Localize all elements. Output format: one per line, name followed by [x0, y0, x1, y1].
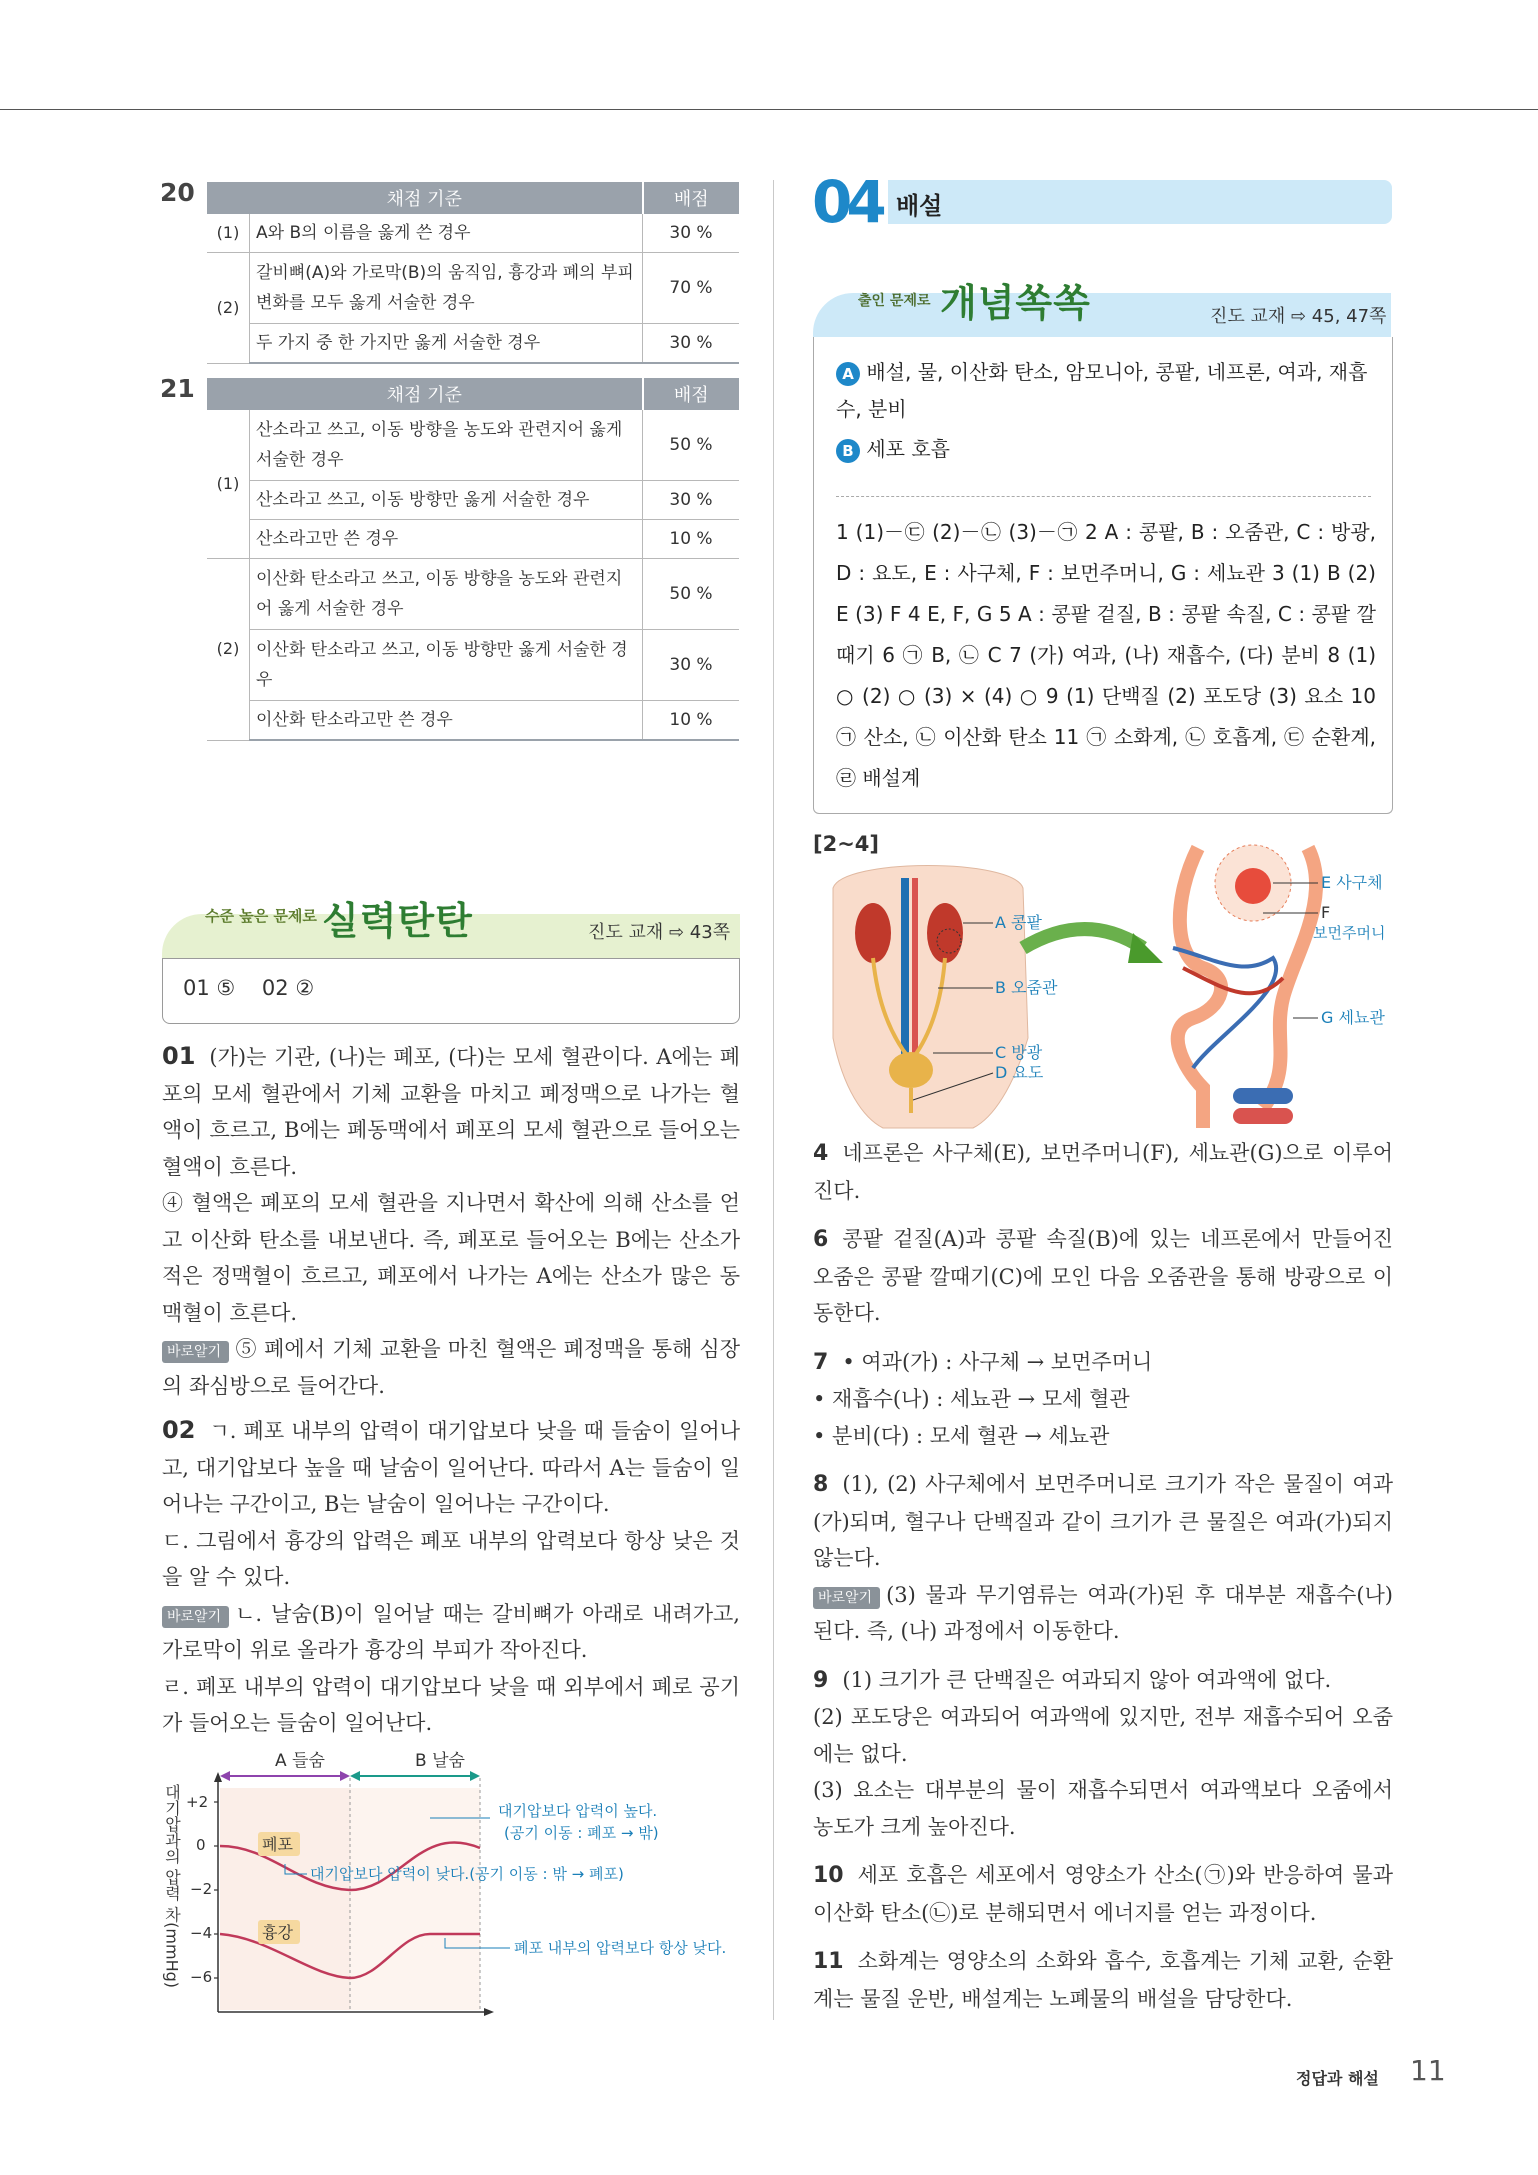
explanation-text: • 재흡수(나) : 세뇨관 → 모세 혈관	[813, 1387, 1130, 1411]
kidney-left	[855, 903, 891, 963]
explanation-text: ④ 혈액은 폐포의 모세 혈관을 지나면서 확산에 의해 산소를 얻고 이산화 탄소를 내보낸다. 즉, 폐포로 들어오는 B에는 산소가 적은 정맥혈이 흐르고, 폐포에서 나가는 A에는 산소가 많은 동맥혈이 흐른다.	[162, 1191, 740, 1325]
row-criteria: 이산화 탄소라고 쓰고, 이동 방향만 옳게 서술한 경우	[250, 630, 643, 701]
explanation-number: 4	[813, 1141, 829, 1166]
explanation-6	[813, 1221, 1393, 1332]
annotation-high-2: (공기 이동 : 폐포 → 밖)	[504, 1824, 659, 1842]
explanation-text: (3) 물과 무기염류는 여과(가)된 후 대부분 재흡수(나)된다. 즉, (나) 과정에서 이동한다.	[813, 1582, 1393, 1643]
explanation-number: 10	[813, 1863, 844, 1888]
explanation-02	[162, 1412, 740, 1742]
page-number: 11	[1410, 2054, 1446, 2087]
question-number-21: 21	[160, 374, 195, 403]
row-criteria: 산소라고 쓰고, 이동 방향만 옳게 서술한 경우	[250, 481, 643, 520]
bladder	[889, 1052, 933, 1088]
row-number: (2)	[207, 253, 250, 364]
label-G: G 세뇨관	[1321, 1008, 1385, 1027]
graph-ylabel: 대기압과의 압력 차(mmHg)	[162, 1784, 182, 1989]
row-points: 50 %	[643, 559, 740, 630]
question-number-20: 20	[160, 178, 195, 207]
explanation-text: 소화계는 영양소의 소화와 흡수, 호흡계는 기체 교환, 순환계는 물질 운반, 배설계는 노폐물의 배설을 담당한다.	[813, 1949, 1393, 2011]
table-row	[207, 324, 739, 364]
practice-answers: 01 ⑤ 02 ②	[183, 976, 315, 1000]
lung-label: 폐포	[262, 1835, 293, 1854]
row-criteria: 산소라고만 쓴 경우	[250, 520, 643, 559]
explanation-text: (1), (2) 사구체에서 보먼주머니로 크기가 작은 물질이 여과(가)되며, 혈구나 단백질과 같이 크기가 큰 물질은 여과(가)되지 않는다.	[813, 1472, 1393, 1570]
explanations-right	[813, 1135, 1393, 2017]
table-header-points: 배점	[643, 182, 740, 214]
renal-tubule	[1178, 848, 1221, 1128]
footer-label: 정답과 해설	[1296, 2069, 1379, 2088]
table-row	[207, 253, 739, 324]
label-F: F	[1321, 903, 1331, 922]
correction-tag: 바로알기	[813, 1587, 880, 1609]
chest-label: 흉강	[262, 1923, 293, 1942]
explanation-text: 네프론은 사구체(E), 보먼주머니(F), 세뇨관(G)으로 이루어진다.	[813, 1141, 1393, 1203]
concept-b-text: 세포 호흡	[866, 437, 950, 461]
ytick: −4	[190, 1924, 213, 1942]
table-row	[207, 701, 739, 741]
y-axis-arrow	[214, 1772, 222, 1782]
row-criteria: 이산화 탄소라고 쓰고, 이동 방향을 농도와 관련지어 옳게 서술한 경우	[250, 559, 643, 630]
practice-title: 실력탄탄	[322, 899, 473, 943]
explanation-number: 8	[813, 1472, 829, 1497]
practice-prefix: 수준 높은 문제로	[205, 907, 317, 925]
label-C: C 방광	[995, 1043, 1043, 1062]
row-points: 30 %	[643, 324, 740, 364]
explanation-text: (1) 크기가 큰 단백질은 여과되지 않아 여과액에 없다.	[842, 1667, 1332, 1692]
explanation-text: ㄷ. 그림에서 흉강의 압력은 폐포 내부의 압력보다 항상 낮은 것을 알 수 있다.	[162, 1528, 740, 1589]
explanation-text: • 여과(가) : 사구체 → 보먼주머니	[842, 1349, 1153, 1374]
concept-separator	[836, 496, 1371, 497]
row-criteria: 이산화 탄소라고만 쓴 경우	[250, 701, 643, 741]
concept-ref: 진도 교재 ⇨ 45, 47쪽	[1210, 306, 1387, 327]
table-row	[207, 214, 739, 253]
label-D: D 요도	[995, 1063, 1044, 1082]
row-points: 70 %	[643, 253, 740, 324]
glomerulus	[1235, 868, 1271, 904]
segment-b-label: B 날숨	[415, 1751, 465, 1771]
explanation-7	[813, 1344, 1393, 1455]
annotation-chest: 폐포 내부의 압력보다 항상 낮다.	[514, 1939, 727, 1957]
label-a-badge: A	[836, 362, 860, 386]
explanation-text: (가)는 기관, (나)는 폐포, (다)는 모세 혈관이다. A에는 폐포의 모세 혈관에서 기체 교환을 마치고 폐정맥으로 나가는 혈액이 흐르고, B에는 폐동맥에서 폐포의 모세 혈관으로 들어오는 혈액이 흐른다.	[162, 1045, 740, 1179]
row-points: 30 %	[643, 630, 740, 701]
explanation-11	[813, 1943, 1393, 2017]
concept-keywords	[836, 354, 1371, 468]
table-row	[207, 410, 739, 481]
practice-answer-box	[162, 958, 740, 1024]
correction-tag: 바로알기	[162, 1341, 229, 1363]
concept-answers: 1 (1)－㉢ (2)－㉡ (3)－㉠ 2 A : 콩팥, B : 오줌관, C : 방광, D : 요도, E : 사구체, F : 보먼주머니, G : 세뇨관 3 (1) B (2) E (3) F 4 E, F, G 5 A : 콩팥 겉질, B : 콩팥 속질, C : 콩팥 깔때기 6 ㉠ B, ㉡ C 7 (가) 여과, (나) 재흡수, (다) 분비 8 (1) ○ (2) ○ (3) × (4) ○ 9 (1) 단백질 (2) 포도당 (3) 요소 10 ㉠ 산소, ㉡ 이산화 탄소 11 ㉠ 소화계, ㉡ 호흡계, ㉢ 순환계, ㉣ 배설계	[836, 520, 1376, 790]
row-criteria: 갈비뼈(A)와 가로막(B)의 움직임, 흉강과 폐의 부피 변화를 모두 옳게 서술한 경우	[250, 253, 643, 324]
row-points: 10 %	[643, 701, 740, 741]
explanation-number: 6	[813, 1227, 829, 1252]
ytick: −2	[190, 1880, 213, 1898]
explanation-number: 9	[813, 1667, 829, 1693]
practice-ref: 진도 교재 ⇨ 43쪽	[588, 922, 731, 943]
row-points: 30 %	[643, 481, 740, 520]
scoring-table-21	[207, 378, 739, 741]
table-row	[207, 481, 739, 520]
excretory-diagram	[813, 838, 1393, 1138]
x-axis-arrow	[484, 2008, 494, 2016]
explanation-text: ㄱ. 폐포 내부의 압력이 대기압보다 낮을 때 들숨이 일어나고, 대기압보다 높을 때 날숨이 일어난다. 따라서 A는 들숨이 일어나는 구간이고, B는 날숨이 일어나는 구간이다.	[162, 1419, 740, 1516]
ytick: +2	[186, 1793, 209, 1811]
row-criteria: 두 가지 중 한 가지만 옳게 서술한 경우	[250, 324, 643, 364]
row-criteria: A와 B의 이름을 옳게 쓴 경우	[250, 214, 643, 253]
explanation-number: 02	[162, 1416, 196, 1444]
ytick: −6	[190, 1968, 213, 1986]
label-B: B 오줌관	[995, 978, 1058, 997]
explanation-number: 01	[162, 1042, 196, 1070]
explanation-01	[162, 1038, 740, 1404]
explanation-number: 11	[813, 1949, 844, 1974]
explanation-9	[813, 1662, 1393, 1846]
top-rule	[0, 109, 1538, 110]
concept-title: 개념쏙쏙	[940, 281, 1091, 325]
row-number: (1)	[207, 410, 250, 559]
table-header-criteria: 채점 기준	[207, 378, 643, 410]
explanation-10	[813, 1857, 1393, 1931]
annotation-low: 대기압보다 압력이 낮다.(공기 이동 : 밖 → 폐포)	[310, 1865, 624, 1883]
row-number: (1)	[207, 214, 250, 253]
ytick: 0	[196, 1836, 206, 1854]
explanation-text: (3) 요소는 대부분의 물이 재흡수되면서 여과액보다 오줌에서 농도가 크게 높아진다.	[813, 1778, 1393, 1839]
explanation-text: ㄹ. 폐포 내부의 압력이 대기압보다 낮을 때 외부에서 폐로 공기가 들어오는 들숨이 일어난다.	[162, 1674, 740, 1735]
scoring-table-20	[207, 182, 739, 364]
explanation-number: 7	[813, 1349, 829, 1375]
table-row	[207, 559, 739, 630]
row-criteria: 산소라고 쓰고, 이동 방향을 농도와 관련지어 옳게 서술한 경우	[250, 410, 643, 481]
explanation-text: 콩팥 겉질(A)과 콩팥 속질(B)에 있는 네프론에서 만들어진 오줌은 콩팥 깔때기(C)에 모인 다음 오줌관을 통해 방광으로 이동한다.	[813, 1227, 1393, 1325]
diagram-range: [2~4]	[813, 832, 880, 856]
explanation-text: ㄴ. 날숨(B)이 일어날 때는 갈비뼈가 아래로 내려가고, 가로막이 위로 올라가 흉강의 부피가 작아진다.	[162, 1601, 740, 1662]
explanation-text: • 분비(다) : 모세 혈관 → 세뇨관	[813, 1423, 1110, 1448]
concept-a-text: 배설, 물, 이산화 탄소, 암모니아, 콩팥, 네프론, 여과, 재흡수, 분비	[836, 360, 1368, 421]
explanation-text: (2) 포도당은 여과되어 여과액에 있지만, 전부 재흡수되어 오줌에는 없다.	[813, 1705, 1393, 1766]
explanation-4	[813, 1135, 1393, 1209]
explanation-8	[813, 1466, 1393, 1650]
label-E: E 사구체	[1321, 873, 1383, 892]
pressure-graph	[160, 1748, 750, 2020]
row-number: (2)	[207, 559, 250, 741]
explanation-text: ⑤ 폐에서 기체 교환을 마친 혈액은 폐정맥을 통해 심장의 좌심방으로 들어간다.	[162, 1337, 740, 1398]
row-points: 30 %	[643, 214, 740, 253]
annotation-high: 대기압보다 압력이 높다.	[498, 1802, 658, 1820]
label-b-badge: B	[836, 439, 860, 463]
table-row	[207, 630, 739, 701]
table-row	[207, 520, 739, 559]
correction-tag: 바로알기	[162, 1606, 229, 1628]
zoom-arrow	[1023, 929, 1143, 948]
label-A: A 콩팥	[995, 913, 1042, 932]
row-points: 10 %	[643, 520, 740, 559]
section-bar	[888, 180, 1392, 224]
plot-area-a	[220, 1788, 350, 2010]
label-F-name: 보먼주머니	[1313, 924, 1386, 942]
explanation-text: 세포 호흡은 세포에서 영양소가 산소(㉠)와 반응하여 물과 이산화 탄소(㉡)로 분해되면서 에너지를 얻는 과정이다.	[813, 1863, 1393, 1925]
table-header-points: 배점	[643, 378, 740, 410]
concept-prefix: 출인 문제로	[858, 293, 931, 309]
table-header-criteria: 채점 기준	[207, 182, 643, 214]
section-number: 04	[812, 168, 881, 236]
segment-a-label: A 들숨	[275, 1751, 325, 1771]
column-divider	[773, 180, 774, 2020]
plot-area-b	[350, 1788, 480, 2010]
row-points: 50 %	[643, 410, 740, 481]
section-title: 배설	[896, 192, 943, 220]
